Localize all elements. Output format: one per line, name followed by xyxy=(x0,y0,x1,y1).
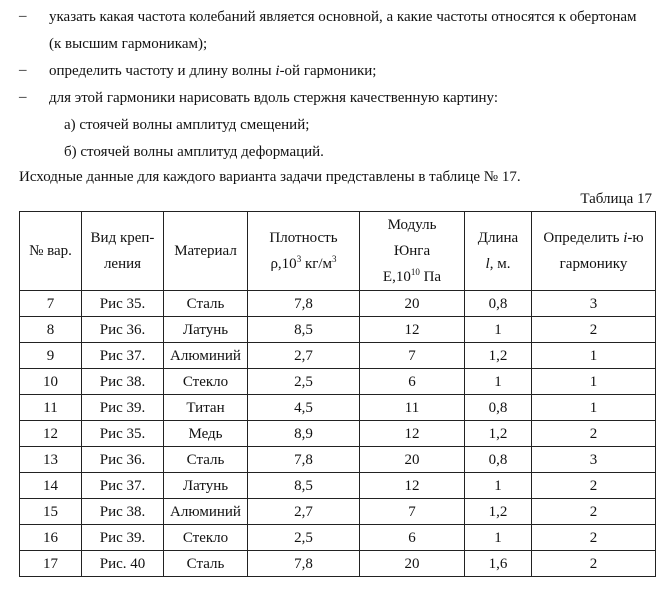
cell-density: 2,5 xyxy=(248,525,360,551)
cell-density: 2,7 xyxy=(248,499,360,525)
cell-harmonic: 2 xyxy=(532,317,656,343)
header-text: Вид креп- xyxy=(90,230,155,246)
cell-harmonic: 3 xyxy=(532,291,656,317)
cell-mount: Рис 37. xyxy=(82,343,164,369)
cell-mount: Рис 39. xyxy=(82,395,164,421)
cell-variant: 9 xyxy=(20,343,82,369)
cell-mount: Рис 37. xyxy=(82,473,164,499)
cell-young-modulus: 7 xyxy=(360,343,465,369)
cell-young-modulus: 12 xyxy=(360,473,465,499)
cell-harmonic: 1 xyxy=(532,395,656,421)
bullet-dash: – xyxy=(19,8,27,24)
cell-density: 8,5 xyxy=(248,317,360,343)
list-item: для этой гармоники нарисовать вдоль стержня качественную картину: xyxy=(49,90,499,106)
cell-young-modulus: 20 xyxy=(360,551,465,577)
cell-variant: 7 xyxy=(20,291,82,317)
header-text: Модуль xyxy=(387,217,437,233)
header-harmonic xyxy=(532,212,656,291)
table-row xyxy=(20,369,656,395)
cell-variant: 15 xyxy=(20,499,82,525)
list-item xyxy=(49,62,376,80)
cell-variant: 8 xyxy=(20,317,82,343)
cell-material: Медь xyxy=(164,421,248,447)
table-row xyxy=(20,525,656,551)
cell-length: 1,2 xyxy=(465,343,532,369)
cell-material: Титан xyxy=(164,395,248,421)
table-row xyxy=(20,447,656,473)
header-text: , м. xyxy=(489,256,511,272)
cell-material: Сталь xyxy=(164,291,248,317)
cell-density: 2,7 xyxy=(248,343,360,369)
bullet-dash: – xyxy=(19,62,27,78)
header-text: 10 xyxy=(410,267,420,277)
list-item: указать какая частота колебаний является основной, а какие частоты относятся к обертонам xyxy=(49,9,637,25)
cell-variant: 14 xyxy=(20,473,82,499)
table-row xyxy=(20,317,656,343)
table-header-row xyxy=(20,212,656,291)
cell-density: 7,8 xyxy=(248,551,360,577)
sub-item: а) стоячей волны амплитуд смещений; xyxy=(64,117,310,133)
cell-material: Латунь xyxy=(164,473,248,499)
cell-mount: Рис 38. xyxy=(82,369,164,395)
cell-density: 4,5 xyxy=(248,395,360,421)
cell-length: 1 xyxy=(465,473,532,499)
cell-length: 1,2 xyxy=(465,499,532,525)
header-text: гармонику xyxy=(559,256,628,272)
cell-mount: Рис 35. xyxy=(82,291,164,317)
header-text: Определить xyxy=(543,230,624,246)
header-text: ления xyxy=(103,256,142,272)
cell-length: 1 xyxy=(465,525,532,551)
cell-young-modulus: 6 xyxy=(360,525,465,551)
header-text: кг/м xyxy=(301,256,333,272)
list-item-continuation: (к высшим гармоникам); xyxy=(49,36,208,52)
header-text: Материал xyxy=(174,243,237,259)
header-text: ρ,10 xyxy=(270,256,297,272)
table-row xyxy=(20,499,656,525)
header-text: Плотность xyxy=(269,230,338,246)
cell-harmonic: 1 xyxy=(532,343,656,369)
cell-young-modulus: 12 xyxy=(360,317,465,343)
cell-young-modulus: 12 xyxy=(360,421,465,447)
cell-variant: 17 xyxy=(20,551,82,577)
cell-harmonic: 3 xyxy=(532,447,656,473)
cell-harmonic: 2 xyxy=(532,525,656,551)
cell-mount: Рис 36. xyxy=(82,317,164,343)
header-text: i xyxy=(623,230,628,246)
cell-variant: 10 xyxy=(20,369,82,395)
header-material xyxy=(164,212,248,291)
header-text: Па xyxy=(419,269,442,285)
table-row xyxy=(20,343,656,369)
header-length xyxy=(465,212,532,291)
cell-length: 1,6 xyxy=(465,551,532,577)
header-text: Е,10 xyxy=(382,269,411,285)
list-item-text: определить частоту и длину волны xyxy=(49,63,276,79)
cell-material: Алюминий xyxy=(164,343,248,369)
cell-harmonic: 2 xyxy=(532,473,656,499)
cell-density: 2,5 xyxy=(248,369,360,395)
table-row xyxy=(20,473,656,499)
header-text: Юнга xyxy=(393,243,431,259)
cell-young-modulus: 11 xyxy=(360,395,465,421)
cell-young-modulus: 20 xyxy=(360,291,465,317)
header-density xyxy=(248,212,360,291)
cell-mount: Рис 36. xyxy=(82,447,164,473)
header-text: Длина xyxy=(477,230,519,246)
cell-material: Сталь xyxy=(164,447,248,473)
table-row xyxy=(20,421,656,447)
cell-variant: 12 xyxy=(20,421,82,447)
header-text: 3 xyxy=(296,254,302,264)
cell-variant: 11 xyxy=(20,395,82,421)
header-text: -ю xyxy=(627,230,644,246)
cell-material: Алюминий xyxy=(164,499,248,525)
cell-mount: Рис 39. xyxy=(82,525,164,551)
cell-harmonic: 2 xyxy=(532,421,656,447)
bullet-dash: – xyxy=(19,89,27,105)
header-text: № вар. xyxy=(29,243,72,259)
cell-density: 7,8 xyxy=(248,291,360,317)
list-item-text: -ой гармоники; xyxy=(279,63,377,79)
cell-length: 0,8 xyxy=(465,395,532,421)
cell-mount: Рис 35. xyxy=(82,421,164,447)
cell-mount: Рис 38. xyxy=(82,499,164,525)
cell-material: Стекло xyxy=(164,525,248,551)
cell-density: 8,5 xyxy=(248,473,360,499)
cell-length: 1 xyxy=(465,369,532,395)
header-young-modulus xyxy=(360,212,465,291)
table-caption: Таблица 17 xyxy=(580,191,652,207)
header-text: 3 xyxy=(332,254,337,264)
cell-variant: 16 xyxy=(20,525,82,551)
cell-harmonic: 1 xyxy=(532,369,656,395)
data-table xyxy=(19,211,656,577)
cell-young-modulus: 20 xyxy=(360,447,465,473)
table-row xyxy=(20,291,656,317)
cell-material: Латунь xyxy=(164,317,248,343)
list-item-italic: i xyxy=(275,63,280,79)
header-text: l xyxy=(485,256,490,272)
cell-harmonic: 2 xyxy=(532,551,656,577)
table-row xyxy=(20,395,656,421)
cell-length: 1 xyxy=(465,317,532,343)
cell-variant: 13 xyxy=(20,447,82,473)
cell-length: 0,8 xyxy=(465,291,532,317)
intro-paragraph: Исходные данные для каждого варианта задачи представлены в таблице № 17. xyxy=(19,169,521,185)
header-variant xyxy=(20,212,82,291)
cell-harmonic: 2 xyxy=(532,499,656,525)
cell-density: 7,8 xyxy=(248,447,360,473)
cell-material: Сталь xyxy=(164,551,248,577)
cell-mount: Рис. 40 xyxy=(82,551,164,577)
cell-young-modulus: 6 xyxy=(360,369,465,395)
cell-young-modulus: 7 xyxy=(360,499,465,525)
cell-length: 0,8 xyxy=(465,447,532,473)
table-row xyxy=(20,551,656,577)
sub-item: б) стоячей волны амплитуд деформаций. xyxy=(64,144,324,160)
cell-density: 8,9 xyxy=(248,421,360,447)
cell-material: Стекло xyxy=(164,369,248,395)
header-mount xyxy=(82,212,164,291)
cell-length: 1,2 xyxy=(465,421,532,447)
